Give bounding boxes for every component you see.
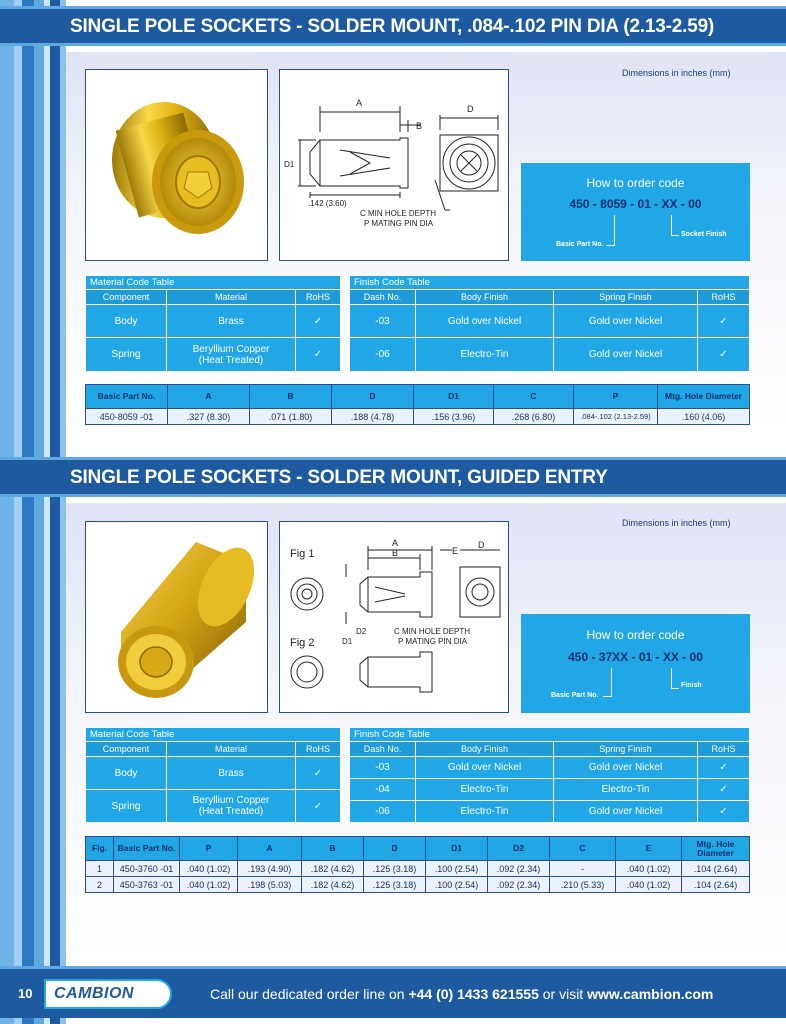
dim-d-label: D [478, 540, 485, 550]
rohs-check: ✓ [698, 757, 750, 779]
material-cell: Body [86, 757, 167, 790]
dim-b-label: B [416, 121, 423, 131]
note-mating-pin: P MATING PIN DIA [398, 637, 468, 646]
order-finish-label: Socket Finish [681, 231, 727, 238]
spec-cell: .268 (6.80) [494, 409, 574, 425]
dim-e-label: E [452, 546, 459, 556]
spec-cell: .104 (2.64) [682, 877, 750, 893]
spec-header: Mtg. Hole Diameter [658, 385, 750, 409]
finish-header-rohs: RoHS [698, 742, 750, 757]
material-header-material: Material [167, 742, 296, 757]
spec-cell: .160 (4.06) [658, 409, 750, 425]
dim-d2-label: D2 [356, 627, 367, 636]
note-hole-depth: C MIN HOLE DEPTH [360, 209, 437, 218]
section2-spec-table [85, 836, 750, 893]
material-cell: Spring [86, 338, 167, 372]
fig2-label: Fig 2 [290, 637, 315, 649]
finish-cell: Gold over Nickel [554, 801, 698, 823]
spec-header: B [302, 837, 364, 861]
spec-cell: .100 (2.54) [426, 877, 488, 893]
rohs-check: ✓ [698, 779, 750, 801]
finish-header-body: Body Finish [416, 290, 554, 305]
spec-cell: .198 (5.03) [238, 877, 302, 893]
spec-header: Basic Part No. [114, 837, 180, 861]
spec-header: D [364, 837, 426, 861]
spec-cell: .071 (1.80) [250, 409, 332, 425]
spec-cell: - [550, 861, 616, 877]
section1-material-table [85, 275, 341, 372]
cta-mid: or visit [542, 986, 584, 1002]
finish-cell: Electro-Tin [416, 338, 554, 372]
website-link[interactable]: www.cambion.com [587, 986, 714, 1002]
fig1-label: Fig 1 [290, 548, 315, 560]
socket-photo-icon [86, 70, 267, 260]
guided-socket-photo-icon [86, 522, 267, 712]
section2-product-photo [85, 521, 268, 713]
page-number: 10 [18, 986, 33, 1001]
spec-cell: .188 (4.78) [332, 409, 414, 425]
spec-cell: .040 (1.02) [180, 861, 238, 877]
spec-cell: 450-3763 -01 [114, 877, 180, 893]
section2-title: SINGLE POLE SOCKETS - SOLDER MOUNT, GUIDED ENTRY [70, 467, 608, 488]
order-phone-link[interactable]: +44 (0) 1433 621555 [408, 986, 539, 1002]
dim-b-label: B [392, 548, 399, 558]
spec-header: P [180, 837, 238, 861]
material-cell: Brass [167, 757, 296, 790]
material-cell: Beryllium Copper (Heat Treated) [167, 790, 296, 823]
spec-header: D [332, 385, 414, 409]
material-cell: Body [86, 305, 167, 338]
spec-cell: .084-.102 (2.13-2.59) [574, 409, 658, 425]
order-code: 450 - 8059 - 01 - XX - 00 [569, 197, 702, 211]
spec-header: E [616, 837, 682, 861]
spec-cell: .092 (2.34) [488, 861, 550, 877]
material-caption: Material Code Table [86, 276, 341, 290]
spec-cell: 1 [86, 861, 114, 877]
spec-cell: .125 (3.18) [364, 861, 426, 877]
section1-order-code-box [521, 163, 750, 261]
finish-cell: -03 [350, 305, 416, 338]
spec-header: Fig. [86, 837, 114, 861]
spec-cell: 450-8059 -01 [86, 409, 168, 425]
material-caption: Material Code Table [86, 728, 341, 742]
rohs-check: ✓ [698, 305, 750, 338]
finish-cell: Gold over Nickel [416, 757, 554, 779]
rohs-check: ✓ [296, 757, 341, 790]
spec-cell: .092 (2.34) [488, 877, 550, 893]
material-header-rohs: RoHS [296, 290, 341, 305]
spec-cell: .040 (1.02) [180, 877, 238, 893]
order-basic-label: Basic Part No. [556, 241, 604, 248]
section1-title-bar [0, 6, 786, 46]
rohs-check: ✓ [296, 338, 341, 372]
order-title: How to order code [586, 628, 685, 642]
finish-header-spring: Spring Finish [554, 742, 698, 757]
spec-cell: .125 (3.18) [364, 877, 426, 893]
section2-material-table [85, 727, 341, 823]
footer-cta [210, 986, 713, 1002]
section1-dims-note: Dimensions in inches (mm) [622, 68, 731, 78]
left-stripes [0, 0, 66, 1024]
finish-header-dash: Dash No. [350, 742, 416, 757]
finish-cell: Gold over Nickel [554, 757, 698, 779]
section2-dimension-drawing [280, 522, 508, 712]
spec-header: Mtg. Hole Diameter [682, 837, 750, 861]
section1-finish-table [349, 275, 750, 372]
section1-spec-table [85, 384, 750, 425]
section2-finish-table [349, 727, 750, 823]
finish-header-body: Body Finish [416, 742, 554, 757]
spec-header: D2 [488, 837, 550, 861]
spec-cell: 2 [86, 877, 114, 893]
section2-order-code-box [521, 614, 750, 713]
brand-wordmark: CAMBION [54, 985, 134, 1002]
material-cell: Spring [86, 790, 167, 823]
order-finish-label: Finish [681, 682, 702, 689]
finish-cell: -04 [350, 779, 416, 801]
spec-header: C [550, 837, 616, 861]
section1-drawing [279, 69, 509, 261]
dim-d1-label: D1 [342, 637, 353, 646]
finish-cell: Electro-Tin [554, 779, 698, 801]
finish-cell: -03 [350, 757, 416, 779]
spec-cell: .040 (1.02) [616, 877, 682, 893]
material-cell: Brass [167, 305, 296, 338]
spec-header: A [238, 837, 302, 861]
material-cell: Beryllium Copper (Heat Treated) [167, 338, 296, 372]
spec-cell: 450-3760 -01 [114, 861, 180, 877]
spec-header: C [494, 385, 574, 409]
dim-a-label: A [392, 538, 399, 548]
section1-dimension-drawing [280, 70, 508, 260]
rohs-check: ✓ [698, 338, 750, 372]
rohs-check: ✓ [296, 305, 341, 338]
finish-caption: Finish Code Table [350, 276, 750, 290]
spec-header: Basic Part No. [86, 385, 168, 409]
spec-cell: .327 (8.30) [168, 409, 250, 425]
dim-d-label: D [467, 104, 474, 114]
material-header-component: Component [86, 290, 167, 305]
rohs-check: ✓ [296, 790, 341, 823]
section2-dims-note: Dimensions in inches (mm) [622, 518, 731, 528]
order-basic-label: Basic Part No. [551, 692, 599, 699]
dim-a-label: A [356, 98, 363, 108]
note-hole-depth: C MIN HOLE DEPTH [394, 627, 471, 636]
finish-cell: Electro-Tin [416, 779, 554, 801]
cambion-logo [44, 979, 172, 1009]
dim-d1-label: D1 [284, 160, 295, 169]
spec-cell: .156 (3.96) [414, 409, 494, 425]
cta-prefix: Call our dedicated order line on [210, 986, 405, 1002]
finish-caption: Finish Code Table [350, 728, 750, 742]
finish-cell: Electro-Tin [416, 801, 554, 823]
section1-product-photo [85, 69, 268, 261]
spec-header: B [250, 385, 332, 409]
spec-header: P [574, 385, 658, 409]
finish-cell: Gold over Nickel [554, 338, 698, 372]
section1-title: SINGLE POLE SOCKETS - SOLDER MOUNT, .084-.102 PIN DIA (2.13-2.59) [70, 16, 715, 37]
order-title: How to order code [586, 176, 685, 190]
finish-header-spring: Spring Finish [554, 290, 698, 305]
footer-bar [0, 966, 786, 1018]
spec-cell: .193 (4.90) [238, 861, 302, 877]
spec-cell: .040 (1.02) [616, 861, 682, 877]
finish-cell: Gold over Nickel [554, 305, 698, 338]
spec-header: D1 [426, 837, 488, 861]
note-mating-pin: P MATING PIN DIA [364, 219, 434, 228]
order-code: 450 - 37XX - 01 - XX - 00 [568, 650, 703, 664]
spec-cell: .100 (2.54) [426, 861, 488, 877]
material-header-material: Material [167, 290, 296, 305]
material-header-rohs: RoHS [296, 742, 341, 757]
finish-header-rohs: RoHS [698, 290, 750, 305]
spec-cell: .104 (2.64) [682, 861, 750, 877]
rohs-check: ✓ [698, 801, 750, 823]
spec-header: A [168, 385, 250, 409]
section2-title-bar [0, 457, 786, 497]
dim-142-label: .142 (3.60) [308, 199, 347, 208]
finish-header-dash: Dash No. [350, 290, 416, 305]
finish-cell: -06 [350, 338, 416, 372]
spec-cell: .182 (4.62) [302, 877, 364, 893]
spec-header: D1 [414, 385, 494, 409]
material-header-component: Component [86, 742, 167, 757]
spec-cell: .210 (5.33) [550, 877, 616, 893]
finish-cell: Gold over Nickel [416, 305, 554, 338]
section2-drawing [279, 521, 509, 713]
spec-cell: .182 (4.62) [302, 861, 364, 877]
finish-cell: -06 [350, 801, 416, 823]
